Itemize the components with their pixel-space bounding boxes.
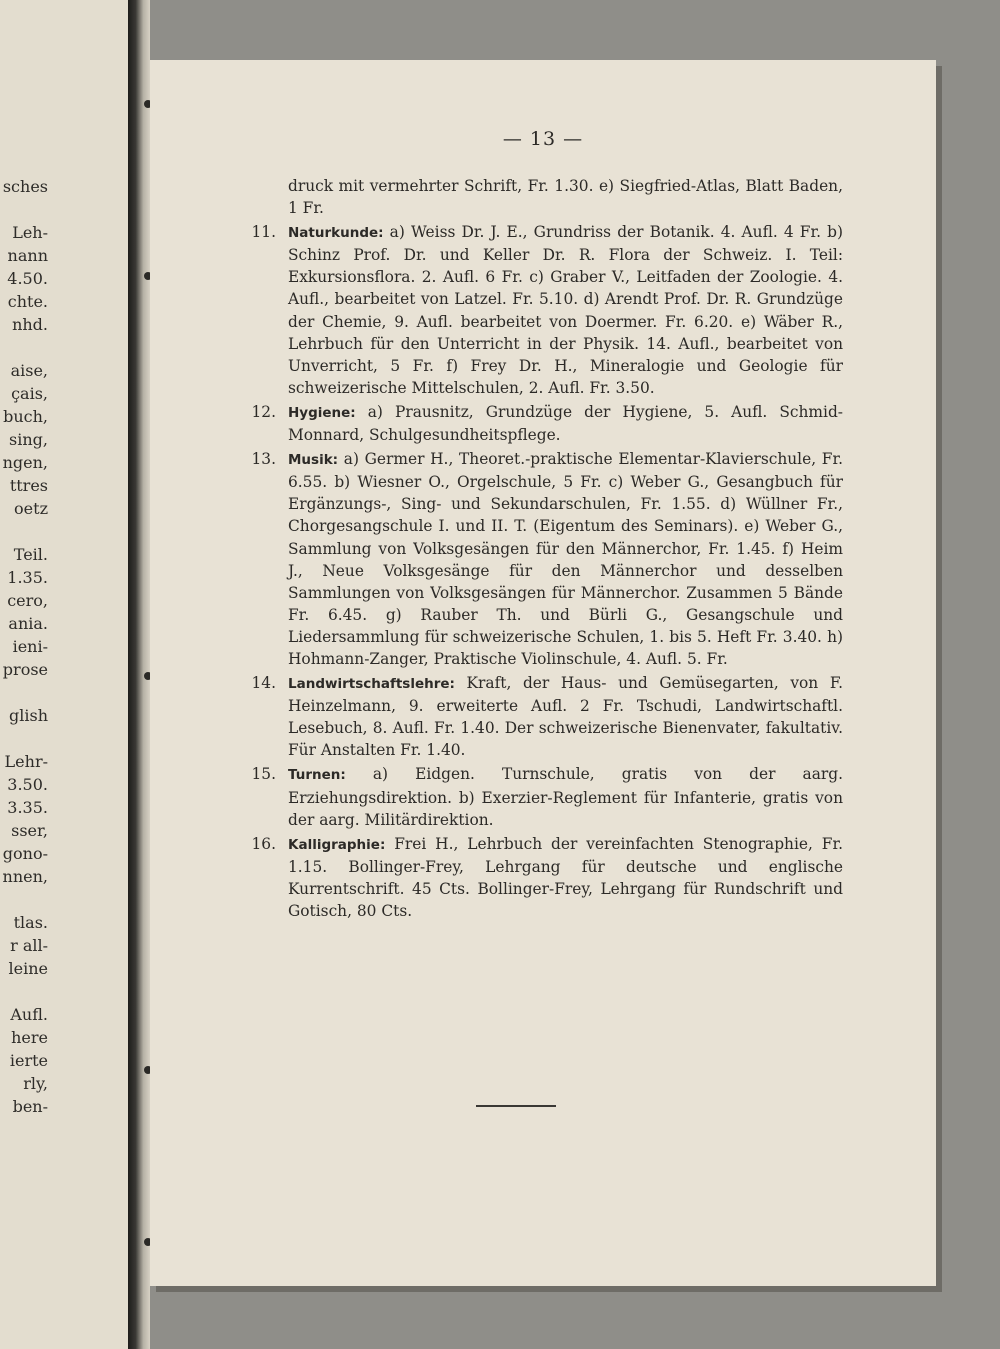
- item-number: 12.: [251, 402, 276, 421]
- item-number: 16.: [251, 834, 276, 853]
- list-item: [251, 448, 843, 670]
- item-text: [288, 833, 843, 922]
- left-page-fragment: Lehr-: [4, 752, 48, 771]
- left-page-fragment: r all-: [10, 936, 48, 955]
- left-page: [0, 0, 128, 1349]
- left-page-fragment: ierte: [9, 1051, 48, 1070]
- list-item: [251, 833, 843, 922]
- item-body: a) Eidgen. Turnschule, gratis von der aarg. Erziehungsdirektion. b) Exerzier-Reglement für Infanterie, gratis von der aarg. Militärdirektion.: [288, 765, 843, 829]
- left-page-fragment: nann: [7, 246, 48, 265]
- left-page-fragment: ania.: [8, 614, 48, 633]
- left-page-fragment: Aufl.: [10, 1005, 48, 1024]
- item-number: 15.: [251, 765, 276, 784]
- list-item: [251, 401, 843, 446]
- left-page-fragment: [0, 520, 48, 543]
- left-page-fragment: nhd.: [12, 315, 48, 334]
- item-body: Kraft, der Haus- und Gemüsegarten, von F. Heinzelmann, 9. erweiterte Aufl. 2 Fr. Tschudi, Landwirtschaftl. Lesebuch, 8. Aufl. Fr. 1.40. Der schweizerische Bienenvater, fakultativ. Für Anstalten Fr. 1.40.: [288, 674, 843, 760]
- item-body: Frei H., Lehrbuch der vereinfachten Stenographie, Fr. 1.15. Bollinger-Frey, Lehrgang für deutsche und englische Kurrentschrift. 45 Cts. Bollinger-Frey, Lehrgang für Rundschrift und Gotisch, 80 Cts.: [288, 834, 843, 920]
- left-page-fragment: prose: [2, 660, 48, 679]
- left-page-fragment: cero,: [7, 591, 48, 610]
- item-text: [288, 221, 843, 399]
- item-number: 14.: [251, 674, 276, 693]
- left-page-fragment: 4.50.: [7, 269, 48, 288]
- page-number: — 13 —: [502, 128, 584, 150]
- item-number: 13.: [251, 450, 276, 469]
- left-page-fragment: [0, 980, 48, 1003]
- list-item: [251, 763, 843, 830]
- left-page-fragment: [0, 336, 48, 359]
- item-body: a) Prausnitz, Grundzüge der Hygiene, 5. Aufl. Schmid-Monnard, Schulgesundheitspflege.: [288, 402, 843, 445]
- right-page: [150, 60, 936, 1286]
- left-page-fragment: 3.50.: [7, 775, 48, 794]
- subject-heading: Turnen:: [288, 767, 346, 784]
- left-page-fragment: ngen,: [2, 453, 48, 472]
- left-page-fragment: 3.35.: [7, 798, 48, 817]
- left-page-fragment: aise,: [10, 361, 48, 380]
- left-page-fragment: [0, 681, 48, 704]
- left-page-fragment: 1.35.: [7, 568, 48, 587]
- list-item: [251, 221, 843, 399]
- list-item: [288, 175, 843, 219]
- left-page-fragment: nnen,: [2, 867, 48, 886]
- subject-heading: Musik:: [288, 452, 339, 469]
- left-page-fragment: rly,: [23, 1074, 48, 1093]
- item-text: [288, 448, 843, 670]
- end-rule: [476, 1105, 556, 1107]
- left-page-fragment: sches: [2, 177, 48, 196]
- item-body: a) Germer H., Theoret.-praktische Elementar-Klavierschule, Fr. 6.55. b) Wiesner O., Orgelschule, 5 Fr. c) Weber G., Gesangbuch für Ergänzungs-, Sing- und Sekundarschulen, Fr. 1.55. d) Wüllner Fr., Chorgesangschule I. und II. T. (Eigentum des Seminars). e) Weber G., Sammlung von Volksgesängen für den Männerchor, Fr. 1.45. f) Heim J., Neue Volksgesänge für den Männerchor und desselben Sammlungen von Volksgesängen für Männerchor. Zusammen 5 Bände Fr. 6.45. g) Rauber Th. und Bürli G., Gesangschule und Liedersammlung für schweizerische Schulen, 1. bis 5. Heft Fr. 3.40. h) Hohmann-Zanger, Praktische Violinschule, 4. Aufl. 5. Fr.: [288, 450, 843, 668]
- left-page-fragment: sser,: [11, 821, 48, 840]
- subject-heading: Hygiene:: [288, 404, 356, 421]
- page-body: [251, 175, 843, 922]
- left-page-fragment: glish: [9, 706, 48, 725]
- left-page-fragment: ieni-: [12, 637, 48, 656]
- left-page-fragment: ben-: [12, 1097, 48, 1116]
- item-text: [288, 672, 843, 761]
- left-page-fragment: Leh-: [12, 223, 48, 242]
- left-page-fragment: sing,: [9, 430, 48, 449]
- left-page-fragment: here: [11, 1028, 48, 1047]
- left-page-fragment: [0, 727, 48, 750]
- left-page-fragment: oetz: [14, 499, 48, 518]
- left-page-fragment: çais,: [11, 384, 48, 403]
- left-page-fragment: [0, 888, 48, 911]
- left-page-fragment: chte.: [7, 292, 48, 311]
- item-text: [288, 763, 843, 830]
- left-page-fragment: ttres: [9, 476, 48, 495]
- left-page-fragment: gono-: [2, 844, 48, 863]
- item-text: [288, 175, 843, 219]
- left-page-fragment: leine: [8, 959, 48, 978]
- left-page-fragment: [0, 198, 48, 221]
- subject-heading: Kalligraphie:: [288, 836, 386, 853]
- list-item: [251, 672, 843, 761]
- left-page-text-fragments: [0, 175, 48, 1118]
- item-text: [288, 401, 843, 446]
- item-body: druck mit vermehrter Schrift, Fr. 1.30. e) Siegfried-Atlas, Blatt Baden, 1 Fr.: [288, 177, 843, 218]
- subject-heading: Landwirtschaftslehre:: [288, 676, 455, 693]
- item-body: a) Weiss Dr. J. E., Grundriss der Botanik. 4. Aufl. 4 Fr. b) Schinz Prof. Dr. und Keller Dr. R. Flora der Schweiz. I. Teil: Exkursionsflora. 2. Aufl. 6 Fr. c) Graber V., Leitfaden der Zoologie. 4. Aufl., bearbeitet von Latzel. Fr. 5.10. d) Arendt Prof. Dr. R. Grundzüge der Chemie, 9. Aufl. bearbeitet von Doermer. Fr. 6.20. e) Wäber R., Lehrbuch für den Unterricht in der Physik. 14. Aufl., bearbeitet von Unverricht, 5 Fr. f) Frey Dr. H., Mineralogie und Geologie für schweizerische Mittelschulen, 2. Aufl. Fr. 3.50.: [288, 223, 843, 397]
- subject-heading: Naturkunde:: [288, 225, 384, 242]
- left-page-fragment: Teil.: [13, 545, 48, 564]
- left-page-fragment: buch,: [3, 407, 48, 426]
- left-page-fragment: tlas.: [13, 913, 48, 932]
- item-number: 11.: [251, 223, 276, 242]
